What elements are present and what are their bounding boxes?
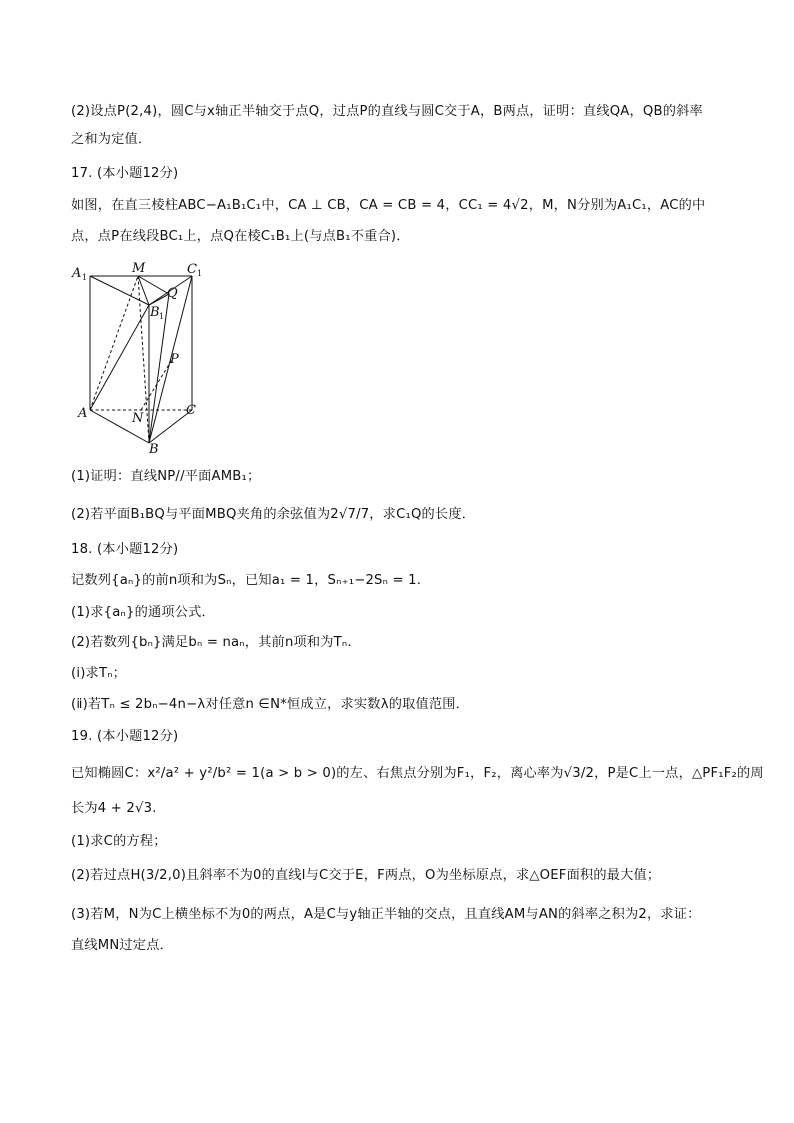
q19-part3-line1: (3)若M，N为C上横坐标不为0的两点，A是C与y轴正半轴的交点，且直线AM与AN的斜率之积为2，求证： [71, 907, 701, 922]
prism-figure [70, 259, 210, 454]
label-C1-sub: 1 [197, 269, 203, 278]
label-A1: A [72, 266, 82, 281]
label-C1: C [187, 262, 197, 277]
q19-stem-line1: 已知椭圆C：x²/a² + y²/b² = 1(a > b > 0)的左、右焦点分别为F₁，F₂，离心率为√3/2，P是C上一点，△PF₁F₂的周 [71, 766, 764, 781]
q16-part2-line1: (2)设点P(2,4)，圆C与x轴正半轴交于点Q，过点P的直线与圆C交于A，B两点，证明：直线QA，QB的斜率 [71, 104, 703, 119]
label-B: B [149, 442, 159, 454]
q17-heading: 17. (本小题12分) [71, 166, 179, 181]
label-A: A [78, 406, 88, 421]
label-B1: B [150, 305, 160, 320]
q17-part2: (2)若平面B₁BQ与平面MBQ夹角的余弦值为2√7/7，求C₁Q的长度． [71, 507, 476, 522]
label-A1-sub: 1 [82, 273, 88, 282]
q18-stem: 记数列{aₙ}的前n项和为Sₙ，已知a₁ = 1，Sₙ₊₁−2Sₙ = 1. [71, 573, 422, 588]
q18-part2-i: (ⅰ)求Tₙ； [71, 666, 127, 681]
q18-part2: (2)若数列{bₙ}满足bₙ = naₙ，其前n项和为Tₙ. [71, 635, 352, 650]
label-M: M [132, 261, 146, 276]
q19-part1: (1)求C的方程； [71, 834, 167, 849]
q17-part1: (1)证明：直线NP//平面AMB₁； [71, 469, 261, 484]
label-P: P [170, 352, 179, 367]
q18-part1: (1)求{aₙ}的通项公式． [71, 605, 215, 620]
label-Q: Q [167, 286, 178, 301]
q19-stem-line2: 长为4 + 2√3. [71, 801, 157, 816]
label-C: C [186, 403, 196, 418]
q19-heading: 19. (本小题12分) [71, 729, 179, 744]
q17-stem-line1: 如图，在直三棱柱ABC−A₁B₁C₁中，CA ⊥ CB，CA = CB = 4，CC₁ = 4√2，M，N分别为A₁C₁，AC的中 [71, 198, 706, 213]
q19-part3-line2: 直线MN过定点． [71, 938, 173, 953]
q19-part2: (2)若过点H(3/2,0)且斜率不为0的直线l与C交于E，F两点，O为坐标原点，求△OEF面积的最大值； [71, 868, 661, 883]
label-B1-sub: 1 [159, 312, 165, 321]
q16-part2-line2: 之和为定值． [71, 132, 152, 147]
label-N: N [132, 411, 144, 426]
q18-heading: 18. (本小题12分) [71, 542, 179, 557]
q17-stem-line2: 点，点P在线段BC₁上，点Q在棱C₁B₁上(与点B₁不重合)． [71, 229, 410, 244]
q18-part2-ii: (ⅱ)若Tₙ ≤ 2bₙ−4n−λ对任意n ∈N*恒成立，求实数λ的取值范围． [71, 697, 470, 712]
